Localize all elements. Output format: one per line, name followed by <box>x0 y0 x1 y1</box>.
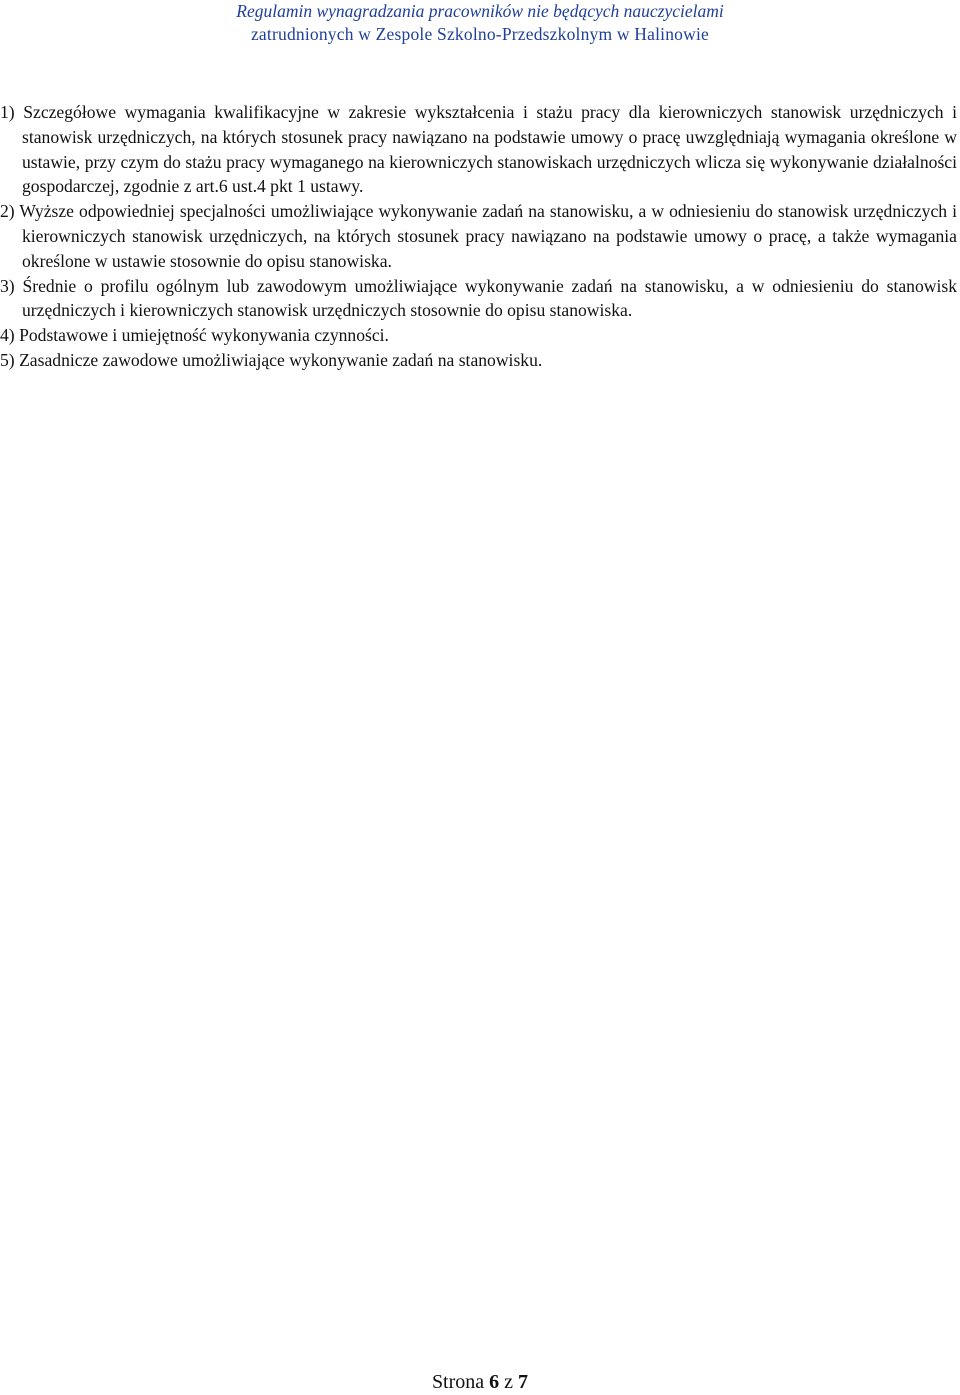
document-body <box>0 100 957 373</box>
list-item-number: 4) <box>0 325 15 346</box>
list-item-text: Średnie o profilu ogólnym lub zawodowym umożliwiające wykonywanie zadań na stanowisku, a w odniesieniu do stanowisk urzędniczych i kierowniczych stanowisk urzędniczych stosownie do opisu stanowiska. <box>22 275 957 321</box>
list-item-text: Podstawowe i umiejętność wykonywania czynności. <box>19 325 389 346</box>
page-separator: z <box>504 1371 514 1393</box>
list-item <box>0 323 957 348</box>
list-item <box>0 348 957 373</box>
header-title-line-2: zatrudnionych w Zespole Szkolno-Przedszkolnym w Halinowie <box>250 24 710 44</box>
list-item <box>0 274 957 324</box>
page-footer <box>0 1369 960 1395</box>
list-item-number: 2) <box>0 201 15 222</box>
list-item-text: Zasadnicze zawodowe umożliwiające wykonywanie zadań na stanowisku. <box>19 349 543 370</box>
list-item-text: Szczegółowe wymagania kwalifikacyjne w zakresie wykształcenia i stażu pracy dla kierowniczych stanowisk urzędniczych i stanowisk urzędniczych, na których stosunek pracy nawiązano na podstawie umowy o pracę uwzględniają wymagania określone w ustawie, przy czym do stażu pracy wymaganego na kierowniczych stanowiskach urzędniczych wlicza się wykonywanie działalności gospodarczej, zgodnie z art.6 ust.4 pkt 1 ustawy. <box>22 102 957 197</box>
page-header <box>0 0 960 46</box>
list-item-text: Wyższe odpowiedniej specjalności umożliwiające wykonywanie zadań na stanowisku, a w odniesieniu do stanowisk urzędniczych i kierowniczych stanowisk urzędniczych, na których stosunek pracy nawiązano na podstawie umowy o pracę, a także wymagania określone w ustawie stosownie do opisu stanowiska. <box>19 201 957 271</box>
list-item-number: 5) <box>0 349 15 370</box>
list-item-number: 1) <box>0 102 15 122</box>
current-page-number: 6 <box>489 1371 500 1393</box>
list-item-number: 3) <box>0 275 15 296</box>
header-title-line-1: Regulamin wynagradzania pracowników nie będących nauczycielami <box>236 1 724 21</box>
list-item <box>0 100 957 199</box>
list-item <box>0 199 957 273</box>
total-pages-number: 7 <box>518 1371 529 1393</box>
page-label: Strona <box>431 1371 485 1393</box>
